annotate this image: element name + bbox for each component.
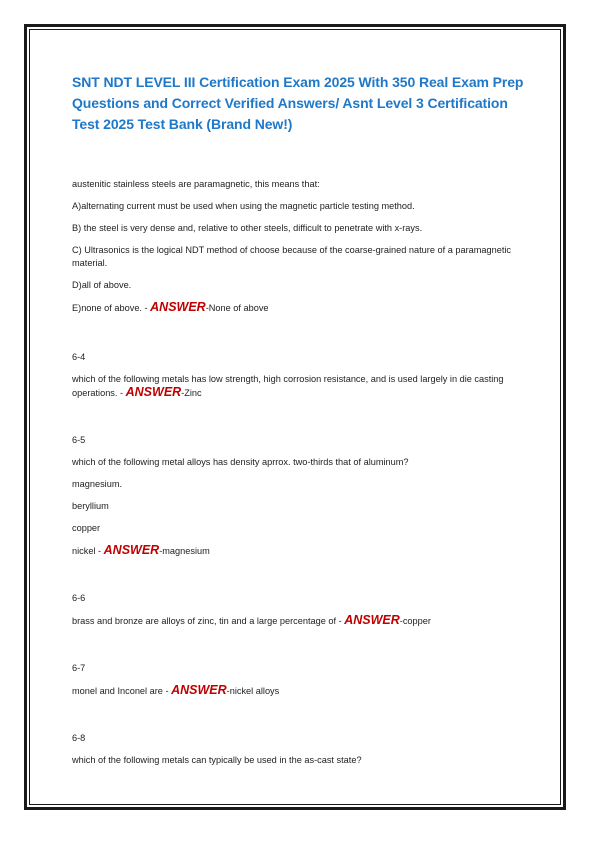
answer-line xyxy=(72,301,524,315)
option-e: E)none of above. - xyxy=(72,303,151,313)
answer-text: -magnesium xyxy=(159,546,210,556)
question-block-6-6 xyxy=(72,592,524,628)
question-stem: brass and bronze are alloys of zinc, tin and a large percentage of - xyxy=(72,616,345,626)
question-stem: monel and Inconel are - xyxy=(72,686,172,696)
answer-label: ANSWER xyxy=(344,613,400,627)
document-title: SNT NDT LEVEL III Certification Exam 2025 With 350 Real Exam Prep Questions and Correct Verified Answers/ Asnt Level 3 Certification Test 2025 Test Bank (Brand New!) xyxy=(72,74,524,132)
question-stem: austenitic stainless steels are paramagnetic, this means that: xyxy=(72,179,320,189)
option-4: nickel - xyxy=(72,546,104,556)
question-block-6-5 xyxy=(72,434,524,558)
question-stem: which of the following metals has low strength, high corrosion resistance, and is used largely in die casting operations. - xyxy=(72,374,504,398)
question-number: 6-6 xyxy=(72,593,86,603)
answer-text: -nickel alloys xyxy=(226,686,280,696)
question-block-1 xyxy=(72,178,524,315)
answer-line xyxy=(72,684,524,698)
answer-text: -copper xyxy=(399,616,431,626)
question-block-6-4 xyxy=(72,351,524,400)
question-stem: which of the following metals can typically be used in the as-cast state? xyxy=(72,755,362,765)
answer-line xyxy=(72,373,524,400)
answer-text: -None of above xyxy=(205,303,269,313)
answer-label: ANSWER xyxy=(125,385,182,399)
option-1: magnesium. xyxy=(72,479,123,489)
option-2: beryllium xyxy=(72,501,109,511)
option-3: copper xyxy=(72,523,101,533)
option-b: B) the steel is very dense and, relative to other steels, difficult to penetrate with x-rays. xyxy=(72,223,423,233)
document-body xyxy=(72,72,524,767)
option-d: D)all of above. xyxy=(72,280,132,290)
question-number: 6-8 xyxy=(72,733,86,743)
answer-label: ANSWER xyxy=(103,543,160,557)
question-number: 6-4 xyxy=(72,352,86,362)
answer-label: ANSWER xyxy=(150,300,206,314)
option-a: A)alternating current must be used when using the magnetic particle testing method. xyxy=(72,201,415,211)
question-number: 6-5 xyxy=(72,435,86,445)
question-number: 6-7 xyxy=(72,663,86,673)
answer-line xyxy=(72,544,524,558)
answer-text: -Zinc xyxy=(181,388,202,398)
question-stem: which of the following metal alloys has density aprrox. two-thirds that of aluminum? xyxy=(72,457,409,467)
option-c: C) Ultrasonics is the logical NDT method of choose because of the coarse-grained nature of a paramagnetic material. xyxy=(72,245,512,268)
answer-label: ANSWER xyxy=(171,683,227,697)
answer-line xyxy=(72,614,524,628)
question-block-6-8 xyxy=(72,732,524,767)
question-block-6-7 xyxy=(72,662,524,698)
